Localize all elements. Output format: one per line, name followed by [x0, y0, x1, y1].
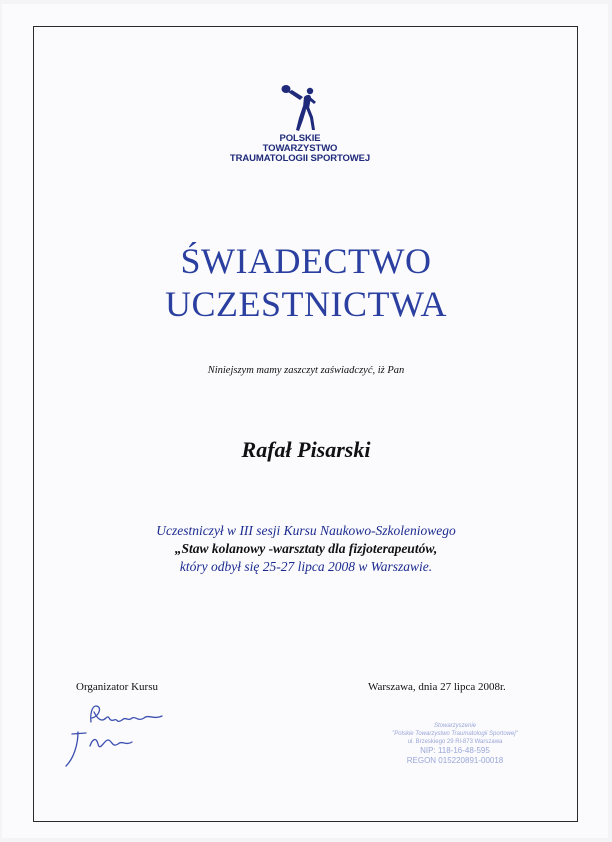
body-line-1: Uczestniczył w III sesji Kursu Naukowo-Szkoleniowego [156, 523, 456, 538]
handwritten-signature [56, 700, 176, 780]
body-line-3: który odbył się 25-27 lipca 2008 w Warszawie. [179, 559, 433, 574]
stamp-line-3: ul. Brzeskiego 29 Rl-873 Warszawa [407, 739, 503, 745]
recipient-name: Rafał Pisarski [241, 437, 371, 462]
certificate-title-line-1: ŚWIADECTWO [180, 241, 432, 281]
stamp-regon: REGON 015220891-00018 [406, 756, 504, 765]
logo-text-line-3: TRAUMATOLOGII SPORTOWEJ [229, 153, 371, 164]
discus-thrower-icon [280, 78, 320, 134]
stamp-line-1: Stowarzyszenie [433, 723, 477, 729]
stamp-line-2: "Polskie Towarzystwo Traumatologii Sportowej" [392, 731, 518, 737]
organizer-label: Organizator Kursu [76, 681, 158, 693]
course-title: „Staw kolanowy -warsztaty dla fizjoterapeutów, [174, 541, 438, 556]
logo-text-line-1: POLSKIE [279, 133, 321, 144]
certificate-title-line-2: UCZESTNICTWA [165, 284, 447, 324]
place-date: Warszawa, dnia 27 lipca 2008r. [368, 681, 506, 693]
stamp-nip: NIP: 118-16-48-595 [420, 746, 490, 755]
intro-text: Niniejszym mamy zaszczyt zaświadczyć, iż Pan [207, 365, 405, 376]
society-logo [200, 78, 400, 164]
logo-text-line-2: TOWARZYSTWO [262, 143, 338, 154]
organization-stamp [355, 722, 555, 766]
